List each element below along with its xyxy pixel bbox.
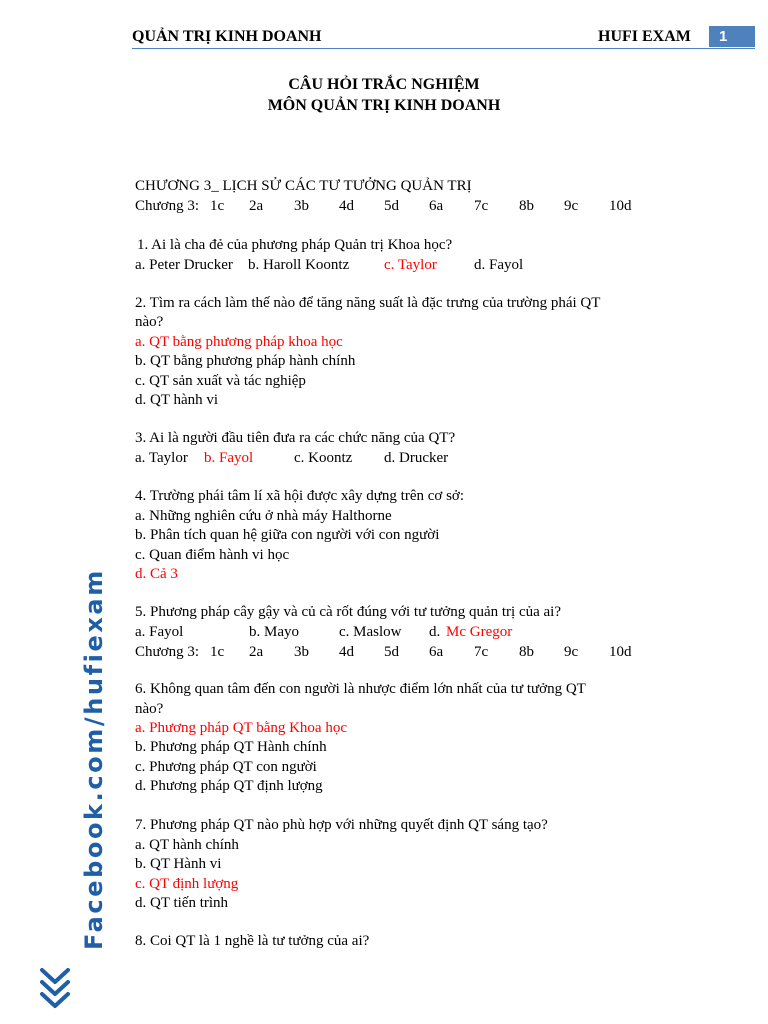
answer-option: d. Phương pháp QT định lượng (135, 778, 323, 794)
answer-key-item: 1c (210, 198, 225, 214)
answer-option-correct: b. Fayol (204, 450, 254, 466)
page-number-badge: 1 (709, 26, 755, 47)
answer-option: c. QT sản xuất và tác nghiệp (135, 373, 306, 389)
answer-key-item: 7c (474, 644, 489, 660)
question-stem: nào? (135, 314, 164, 330)
answer-option: a. Những nghiên cứu ở nhà máy Halthorne (135, 508, 392, 524)
answer-key-item: 3b (294, 644, 309, 660)
document-title: CÂU HỎI TRẮC NGHIỆM (288, 76, 480, 93)
question-stem: nào? (135, 701, 164, 717)
answer-key-item: 8b (519, 198, 534, 214)
document-subtitle: MÔN QUẢN TRỊ KINH DOANH (267, 97, 501, 114)
answer-option: d. Drucker (384, 450, 449, 466)
facebook-banner-text: Facebook.com/hufiexam (80, 568, 108, 950)
question-stem: 1. Ai là cha đẻ của phương pháp Quản trị Khoa học? (137, 237, 453, 253)
answer-key-item: 3b (294, 198, 309, 214)
question-stem: 4. Trường phái tâm lí xã hội được xây dựng trên cơ sở: (135, 488, 465, 504)
answer-key-item: 1c (210, 644, 225, 660)
question-stem: 6. Không quan tâm đến con người là nhược điểm lớn nhất của tư tưởng QT (135, 681, 586, 697)
answer-option: c. Quan điểm hành vi học (135, 547, 290, 563)
answer-option: d. Fayol (474, 257, 524, 273)
answer-key-item: 10d (609, 198, 632, 214)
answer-key-item: 5d (384, 644, 399, 660)
answer-option-correct: Mc Gregor (446, 624, 513, 640)
answer-option: b. Phương pháp QT Hành chính (135, 739, 327, 755)
question-stem: 7. Phương pháp QT nào phù hợp với những quyết định QT sáng tạo? (135, 817, 548, 833)
answer-option: b. QT Hành vi (135, 856, 222, 872)
answer-option: a. Peter Drucker (135, 257, 233, 273)
answer-option: b. QT bằng phương pháp hành chính (135, 353, 356, 369)
answer-option: d. QT hành vi (135, 392, 219, 408)
answer-option: c. Maslow (339, 624, 402, 640)
answer-option: b. Phân tích quan hệ giữa con người với con người (135, 527, 440, 543)
answer-key-label: Chương 3: (135, 644, 199, 660)
answer-key-item: 8b (519, 644, 534, 660)
header-title: QUẢN TRỊ KINH DOANH (132, 28, 322, 45)
answer-key-item: 2a (249, 644, 264, 660)
answer-option: b. Mayo (249, 624, 299, 640)
question-stem: 5. Phương pháp cây gậy và củ cà rốt đúng với tư tưởng quản trị của ai? (135, 604, 561, 620)
answer-key-item: 2a (249, 198, 264, 214)
answer-option-correct: a. QT bằng phương pháp khoa học (135, 334, 343, 350)
answer-key-item: 9c (564, 198, 579, 214)
answer-key-item: 6a (429, 198, 444, 214)
answer-key-label: Chương 3: (135, 198, 199, 214)
answer-option: d. QT tiến trình (135, 895, 229, 911)
chapter-title: CHƯƠNG 3_ LỊCH SỬ CÁC TƯ TƯỞNG QUẢN TRỊ (135, 178, 472, 194)
answer-option: a. Fayol (135, 624, 184, 640)
answer-key-item: 10d (609, 644, 632, 660)
answer-option: a. QT hành chính (135, 837, 239, 853)
answer-option-correct: c. Taylor (384, 257, 437, 273)
answer-option: a. Taylor (135, 450, 188, 466)
double-chevron-down-icon (38, 964, 72, 1017)
header-exam-label: HUFI EXAM (598, 28, 691, 45)
answer-option-correct: a. Phương pháp QT bằng Khoa học (135, 720, 347, 736)
answer-key-item: 7c (474, 198, 489, 214)
answer-option: b. Haroll Koontz (248, 257, 350, 273)
answer-key-item: 6a (429, 644, 444, 660)
answer-option-letter: d. (429, 624, 441, 640)
question-stem: 8. Coi QT là 1 nghề là tư tưởng của ai? (135, 933, 370, 949)
answer-key-item: 4d (339, 198, 354, 214)
answer-key-item: 4d (339, 644, 354, 660)
answer-option-correct: c. QT định lượng (135, 876, 239, 892)
answer-option: c. Phương pháp QT con người (135, 759, 317, 775)
header-divider (132, 48, 755, 49)
question-stem: 3. Ai là người đầu tiên đưa ra các chức năng của QT? (135, 430, 456, 446)
answer-key-item: 9c (564, 644, 579, 660)
question-stem: 2. Tìm ra cách làm thế nào để tăng năng suất là đặc trưng của trường phái QT (135, 295, 601, 311)
answer-option-correct: d. Cả 3 (135, 566, 178, 582)
answer-option: c. Koontz (294, 450, 353, 466)
answer-key-item: 5d (384, 198, 399, 214)
